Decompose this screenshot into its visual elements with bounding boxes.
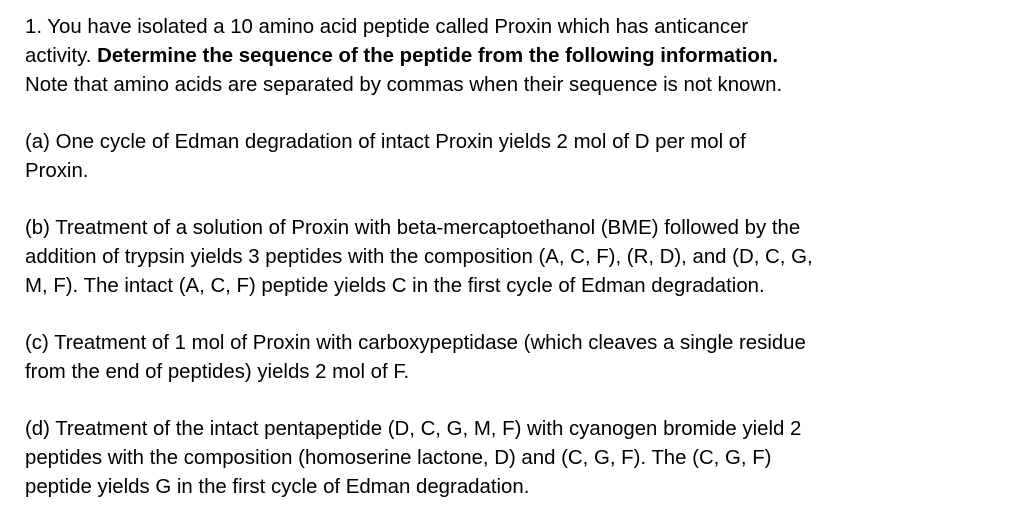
intro-bold-text: Determine the sequence of the peptide from the following information. [97,45,779,67]
document [25,13,1010,502]
intro-text-2: Note that amino acids are separated by commas when their sequence is not known. [25,74,783,96]
part-b: (b) Treatment of a solution of Proxin with beta-mercaptoethanol (BME) followed by the addition of trypsin yields 3 peptides with the composition (A, C, F), (R, D), and (D, C, G, M, F). The intact (A, C, F) peptide yields C in the first cycle of Edman degradation. [25,217,813,297]
question-intro [25,13,1010,100]
part-d: (d) Treatment of the intact pentapeptide (D, C, G, M, F) with cyanogen bromide yield 2 peptides with the composition (homoserine lactone, D) and (C, G, F). The (C, G, F) peptide yields G in the first cycle of Edman degradation. [25,418,802,498]
part-c: (c) Treatment of 1 mol of Proxin with carboxypeptidase (which cleaves a single residue from the end of peptides) yields 2 mol of F. [25,332,806,383]
intro-text-1: 1. You have isolated a 10 amino acid peptide called Proxin which has anticancer activity. [25,16,749,67]
part-a: (a) One cycle of Edman degradation of intact Proxin yields 2 mol of D per mol of Proxin. [25,131,746,182]
